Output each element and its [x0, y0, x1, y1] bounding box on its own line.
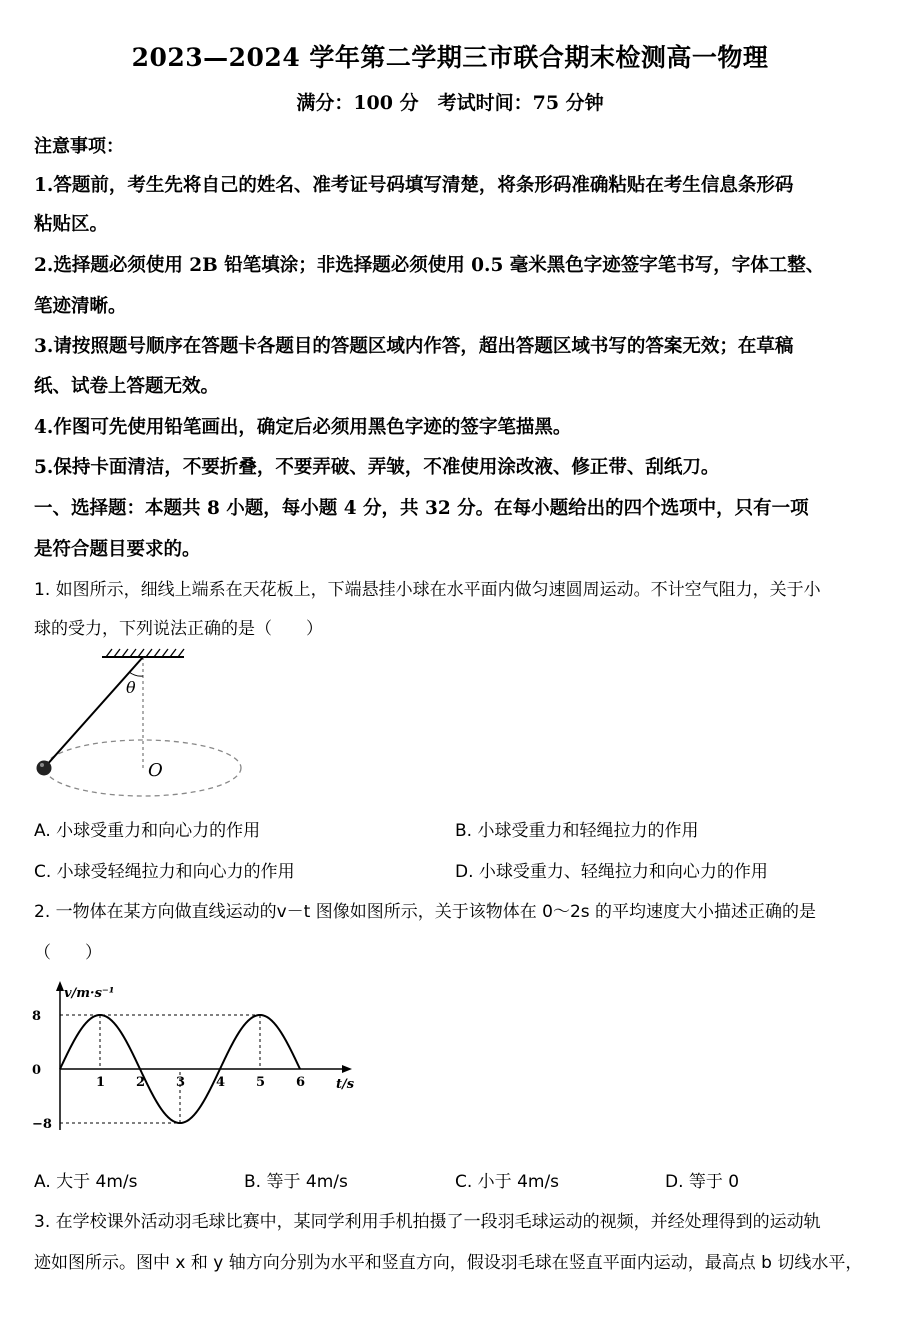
exam-title: 2023—2024 学年第二学期三市联合期末检测高一物理: [131, 43, 769, 72]
y-tick-label: 0: [32, 1063, 42, 1078]
notice-line: 4.作图可先使用铅笔画出，确定后必须用黑色字迹的签字笔描黑。: [34, 417, 572, 438]
notice-line: 2.选择题必须使用 2B 铅笔填涂；非选择题必须使用 0.5 毫米黑色字迹签字笔书写，字体工整、: [34, 255, 825, 276]
q2-option-d[interactable]: D. 等于 0: [665, 1172, 740, 1192]
q1-option-a[interactable]: A. 小球受重力和向心力的作用: [34, 821, 261, 841]
theta-label: θ: [126, 678, 136, 697]
exam-subtitle: 满分：100 分 考试时间：75 分钟: [296, 92, 604, 114]
q2-option-c[interactable]: C. 小于 4m/s: [455, 1172, 560, 1192]
x-axis-label: t/s: [336, 1077, 355, 1092]
question-3-stem: 迹如图所示。图中 x 和 y 轴方向分别为水平和竖直方向，假设羽毛球在竖直平面内运动，最高点 b 切线水平，: [34, 1253, 863, 1273]
question-3-stem: 3. 在学校课外活动羽毛球比赛中，某同学利用手机拍摄了一段羽毛球运动的视频，并经处理得到的运动轨: [34, 1212, 821, 1232]
x-tick-label: 5: [256, 1075, 266, 1090]
question-1-stem: 1. 如图所示，细线上端系在天花板上，下端悬挂小球在水平面内做匀速圆周运动。不计空气阻力，关于小: [34, 580, 821, 600]
notice-heading: 注意事项：: [34, 136, 124, 157]
pendulum-figure: [28, 645, 248, 805]
question-2-stem: 2. 一物体在某方向做直线运动的v－t 图像如图所示，关于该物体在 0～2s 的平均速度大小描述正确的是: [34, 902, 817, 922]
q2-option-b[interactable]: B. 等于 4m/s: [244, 1172, 348, 1192]
section-heading: 一、选择题：本题共 8 小题，每小题 4 分，共 32 分。在每小题给出的四个选项中，只有一项: [34, 498, 809, 519]
notice-line: 5.保持卡面清洁，不要折叠，不要弄破、弄皱，不准使用涂改液、修正带、刮纸刀。: [34, 457, 720, 478]
x-tick-label: 3: [176, 1075, 186, 1090]
y-axis-arrow: [56, 981, 64, 991]
x-axis-arrow: [342, 1065, 352, 1073]
q2-option-a[interactable]: A. 大于 4m/s: [34, 1172, 138, 1192]
notice-line: 纸、试卷上答题无效。: [34, 376, 220, 397]
q1-option-c[interactable]: C. 小球受轻绳拉力和向心力的作用: [34, 862, 295, 882]
question-2-stem: （ ）: [34, 943, 102, 963]
section-heading: 是符合题目要求的。: [34, 539, 201, 560]
question-1-stem: 球的受力，下列说法正确的是（ ）: [34, 619, 323, 639]
y-axis-label: v/m·s⁻¹: [64, 986, 115, 1001]
notice-line: 粘贴区。: [34, 214, 109, 235]
x-tick-label: 6: [296, 1075, 306, 1090]
q1-option-d[interactable]: D. 小球受重力、轻绳拉力和向心力的作用: [455, 862, 768, 882]
vt-graph: [30, 975, 370, 1140]
y-tick-label: −8: [32, 1117, 52, 1132]
x-tick-label: 2: [136, 1075, 146, 1090]
notice-line: 笔迹清晰。: [34, 296, 127, 317]
center-label: O: [148, 760, 163, 781]
y-tick-label: 8: [32, 1009, 42, 1024]
q1-option-b[interactable]: B. 小球受重力和轻绳拉力的作用: [455, 821, 699, 841]
notice-line: 3.请按照题号顺序在答题卡各题目的答题区域内作答，超出答题区域书写的答案无效；在草稿: [34, 336, 794, 357]
x-tick-label: 1: [96, 1075, 106, 1090]
notice-line: 1.答题前，考生先将自己的姓名、准考证号码填写清楚，将条形码准确粘贴在考生信息条形码: [34, 175, 794, 196]
x-tick-label: 4: [216, 1075, 226, 1090]
